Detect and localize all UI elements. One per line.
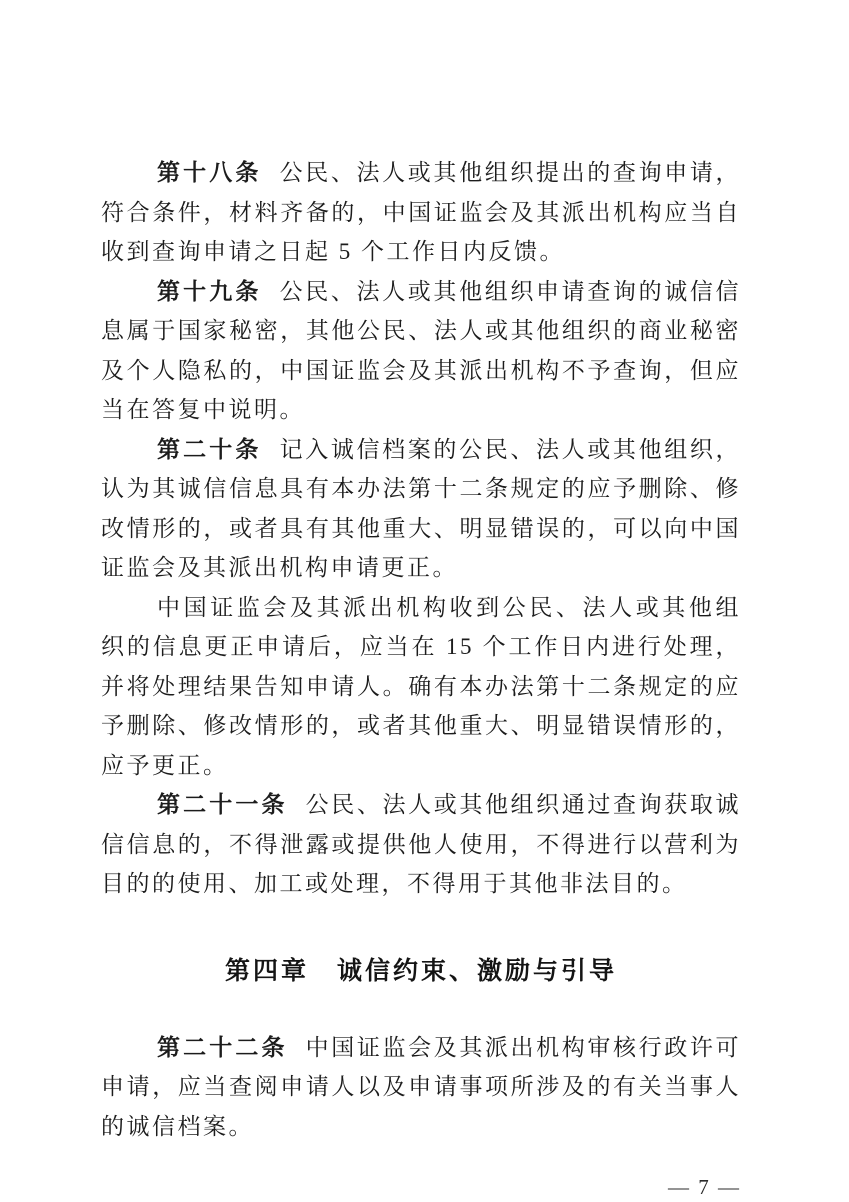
article-text: 公民、法人或其他组织通过查询获取诚信信息的，不得泄露或提供他人使用，不得进行以营利为目的的使用、加工或处理，不得用于其他非法目的。 [101, 792, 742, 896]
text-block [101, 153, 741, 1202]
article-text: 中国证监会及其派出机构审核行政许可申请，应当查阅申请人以及申请事项所涉及的有关当事人的诚信档案。 [101, 1034, 742, 1139]
article-paragraph [101, 153, 741, 272]
article-text: 公民、法人或其他组织提出的查询申请，符合条件，材料齐备的，中国证监会及其派出机构应当自收到查询申请之日起 5 个工作日内反馈。 [101, 160, 742, 264]
article-text: 公民、法人或其他组织申请查询的诚信信息属于国家秘密，其他公民、法人或其他组织的商业秘密及个人隐私的，中国证监会及其派出机构不予查询，但应当在答复中说明。 [101, 278, 742, 422]
article-paragraph [101, 430, 741, 588]
article-number: 第十八条 [157, 159, 262, 185]
article-text: 记入诚信档案的公民、法人或其他组织，认为其诚信信息具有本办法第十二条规定的应予删除、修改情形的，或者具有其他重大、明显错误的，可以向中国证监会及其派出机构申请更正。 [101, 436, 742, 580]
article-number: 第二十一条 [157, 791, 288, 817]
article-paragraph [101, 785, 741, 904]
article-paragraph [101, 272, 741, 430]
chapter-heading: 第四章 诚信约束、激励与引导 [224, 956, 617, 985]
article-number: 第十九条 [157, 277, 262, 304]
article-paragraph [101, 1028, 741, 1147]
article-paragraph [101, 588, 741, 786]
article-number: 第二十条 [157, 435, 262, 462]
article-number: 第二十二条 [157, 1033, 288, 1060]
page-number: — 7 — [668, 1175, 741, 1199]
article-text: 中国证监会及其派出机构收到公民、法人或其他组织的信息更正申请后，应当在 15 个工作日内进行处理，并将处理结果告知申请人。确有本办法第十二条规定的应予删除、修改情形的，或者其他重大、明显错误情形的，应予更正。 [101, 594, 741, 778]
